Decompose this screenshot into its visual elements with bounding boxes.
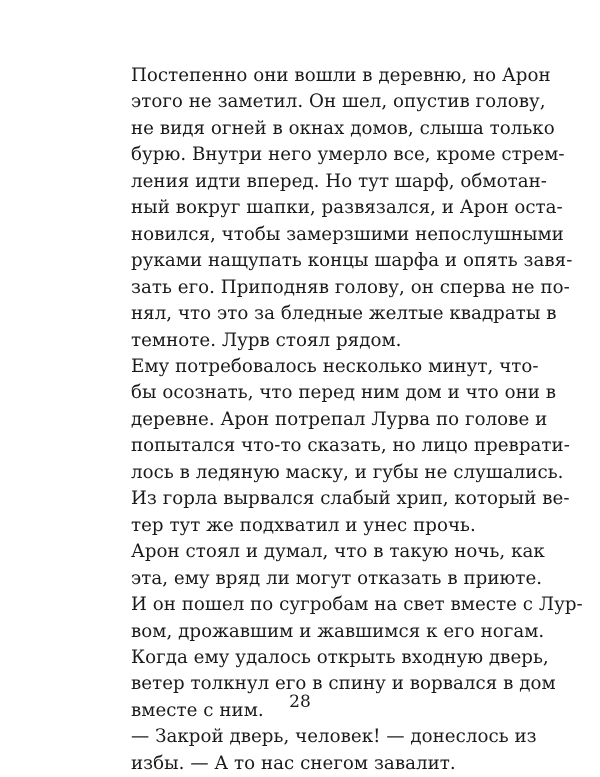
text-line: этого не заметил. Он шел, опустив голову, (131, 91, 546, 113)
text-line: ветер толкнул его в спину и ворвался в дом (131, 673, 556, 695)
text-line: лось в ледяную маску, и губы не слушались. (131, 461, 564, 483)
paragraph (100, 724, 537, 777)
body-text (100, 63, 583, 777)
text-line: попытался что-то сказать, но лицо преврати- (131, 435, 570, 457)
text-line: темноте. Лурв стоял рядом. (131, 329, 402, 351)
text-line: деревне. Арон потрепал Лурва по голове и (131, 408, 548, 430)
text-line: не видя огней в окнах домов, слыша только (131, 117, 555, 139)
text-line: вместе с ним. (131, 699, 264, 721)
text-line: бурю. Внутри него умерло все, кроме стрем- (131, 144, 565, 166)
text-line: И он пошел по сугробам на свет вместе с Лур- (131, 594, 583, 616)
text-line: эта, ему вряд ли могут отказать в приюте. (131, 567, 543, 589)
text-line: ления идти вперед. Но тут шарф, обмотан- (131, 170, 547, 192)
text-line: тер тут же подхватил и унес прочь. (131, 514, 476, 536)
text-line: ный вокруг шапки, развязался, и Арон оста- (131, 197, 563, 219)
paragraph (100, 354, 570, 539)
paragraph (100, 539, 583, 645)
text-line: Арон стоял и думал, что в такую ночь, как (131, 541, 545, 563)
paragraph (100, 645, 556, 724)
page-number: 28 (289, 692, 311, 712)
text-line: — Закрой дверь, человек! — донеслось из (131, 726, 537, 748)
text-line: новился, чтобы замерзшими непослушными (131, 223, 564, 245)
text-line: Когда ему удалось открыть входную дверь, (131, 646, 549, 668)
text-line: избы. — А то нас снегом завалит. (131, 752, 456, 774)
text-line: Из горла вырвался слабый хрип, который ве- (131, 488, 570, 510)
text-line: руками нащупать концы шарфа и опять завя- (131, 250, 573, 272)
text-line: Ему потребовалось несколько минут, что- (131, 355, 539, 377)
text-line: Постепенно они вошли в деревню, но Арон (131, 65, 551, 86)
paragraph (100, 63, 573, 354)
text-line: зать его. Приподняв голову, он сперва не по- (131, 276, 570, 298)
text-line: нял, что это за бледные желтые квадраты в (131, 303, 557, 325)
text-line: бы осознать, что перед ним дом и что они в (131, 382, 557, 404)
text-line: вом, дрожавшим и жавшимся к его ногам. (131, 620, 545, 642)
